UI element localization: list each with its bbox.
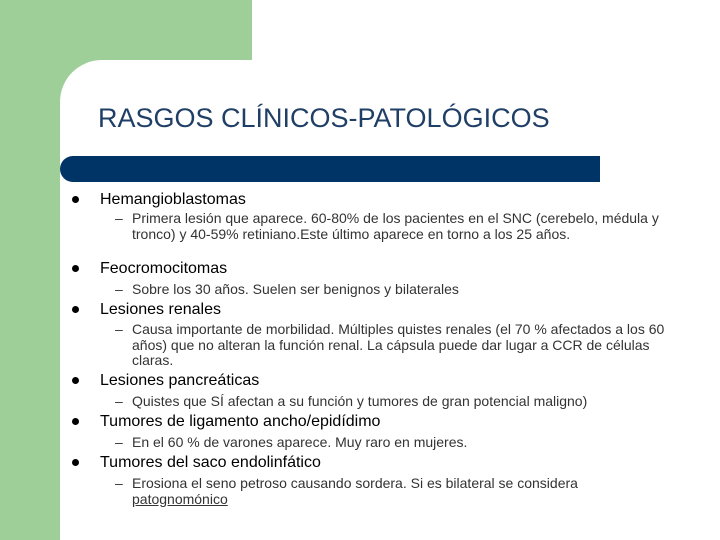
bullet-dot-icon [72,459,79,466]
dash-marker: – [115,321,123,337]
slide-title: RASGOS CLÍNICOS-PATOLÓGICOS [98,103,550,133]
sub-item-text: En el 60 % de varones aparece. Muy raro en mujeres. [132,434,468,450]
bullet-label: Lesiones renales [100,301,221,318]
dash-marker: – [115,281,123,297]
dash-marker: – [115,210,123,226]
sub-item-text: Primera lesión que aparece. 60-80% de los pacientes en el SNC (cerebelo, médula y tronco) y 40-59% retiniano.Este último aparece en torno a los 25 años. [132,210,659,242]
bullet-dot-icon [72,377,79,384]
dash-marker: – [115,434,123,450]
bullet-dot-icon [72,196,79,203]
sub-item-text: Causa importante de morbilidad. Múltiples quistes renales (el 70 % afectados a los 60 años) que no alteran la función renal. La cápsula puede dar lugar a CCR de células claras. [132,321,665,368]
bullet-label: Tumores de ligamento ancho/epidídimo [100,413,381,430]
dash-marker: – [115,475,123,491]
bullet-label: Hemangioblastomas [100,191,246,208]
bullet-dot-icon [72,265,79,272]
bullet-dot-icon [72,418,79,425]
bullet-label: Lesiones pancreáticas [100,372,260,389]
bullet-label: Feocromocitomas [100,260,228,277]
sub-item-text [132,476,672,507]
sub-item-text-underlined: patognomónico [132,490,228,507]
sub-item-text: Sobre los 30 años. Suelen ser benignos y bilaterales [132,281,459,297]
sub-item-text: Quistes que SÍ afectan a su función y tumores de gran potencial maligno) [132,393,588,409]
bullet-label: Tumores del saco endolinfático [100,454,321,471]
sub-item-text-line: Erosiona el seno petroso causando sordera. Si es bilateral se considera [132,475,578,491]
bullet-dot-icon [72,306,79,313]
dash-marker: – [115,393,123,409]
